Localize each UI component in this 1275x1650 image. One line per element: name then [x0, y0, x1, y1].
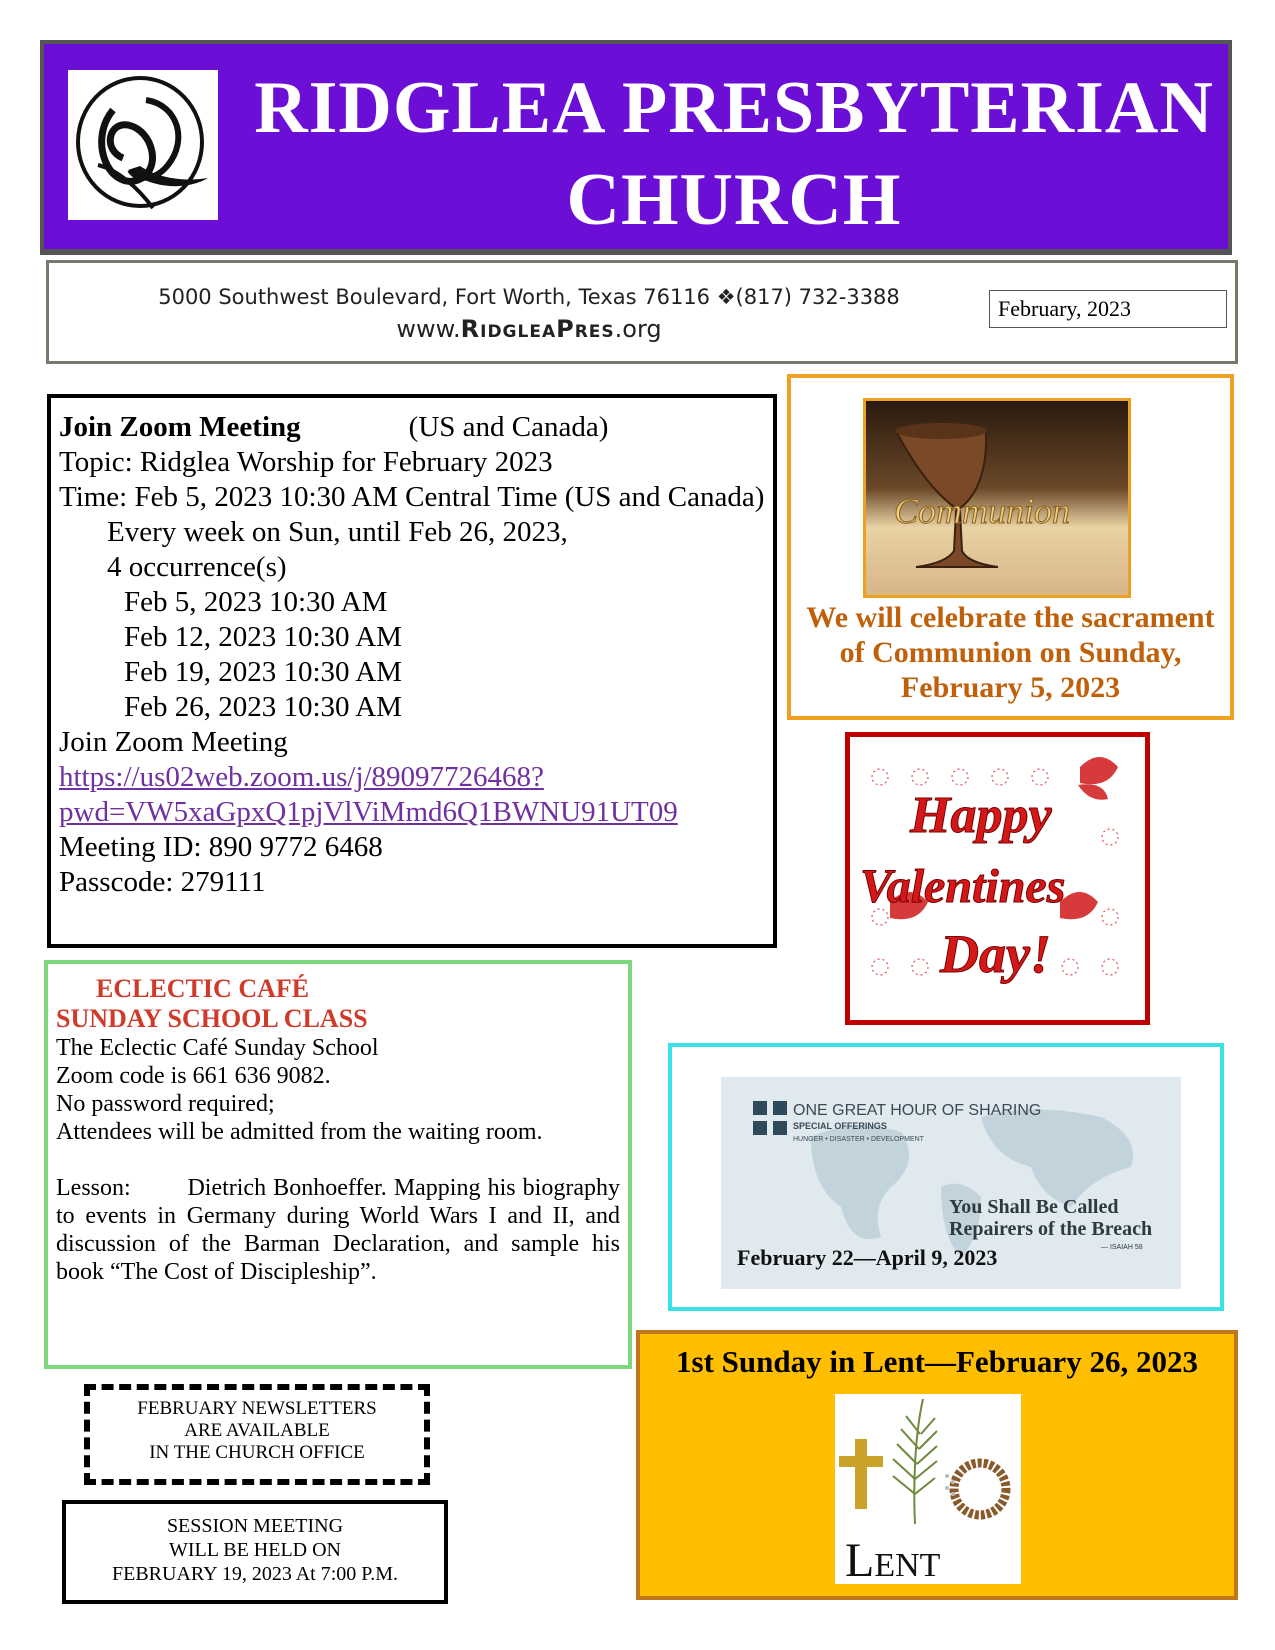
sharing-tags: HUNGER • DISASTER • DEVELOPMENT — [793, 1136, 924, 1143]
zoom-link-line1[interactable]: https://us02web.zoom.us/j/89097726468? — [59, 761, 544, 793]
zoom-date: Feb 19, 2023 10:30 AM — [124, 656, 402, 688]
zoom-recurrence: Every week on Sun, until Feb 26, 2023, — [107, 516, 568, 548]
zoom-heading: Join Zoom Meeting — [59, 411, 301, 443]
zoom-occurrences: 4 occurrence(s) — [107, 551, 287, 583]
sharing-org: ONE GREAT HOUR OF SHARING — [793, 1102, 1042, 1119]
cafe-line: Attendees will be admitted from the waiting room. — [56, 1119, 543, 1145]
church-logo — [68, 70, 218, 220]
issue-date: February, 2023 — [989, 290, 1227, 328]
cross-icon — [749, 1097, 791, 1139]
cafe-subheading: SUNDAY SCHOOL CLASS — [56, 1004, 368, 1033]
zoom-meeting-box — [47, 394, 777, 948]
session-meeting-notice — [62, 1500, 448, 1604]
lent-box — [636, 1330, 1238, 1600]
lent-title: 1st Sunday in Lent—February 26, 2023 — [676, 1344, 1198, 1379]
website[interactable] — [129, 313, 929, 345]
contact-info — [129, 281, 929, 345]
cafe-line: No password required; — [56, 1091, 275, 1117]
zoom-heading-note: (US and Canada) — [408, 411, 609, 443]
zoom-time: Time: Feb 5, 2023 10:30 AM Central Time (US and Canada) — [59, 481, 765, 513]
communion-image — [863, 398, 1131, 598]
website-prefix: www. — [396, 315, 461, 343]
sharing-citation: — ISAIAH 58 — [1101, 1244, 1143, 1251]
valentines-graphic — [845, 732, 1150, 1025]
lent-graphic — [835, 1394, 1021, 1584]
zoom-meeting-id: Meeting ID: 890 9772 6468 — [59, 831, 383, 863]
session-line2: WILL BE HELD ON — [169, 1539, 341, 1561]
communion-box — [787, 374, 1234, 720]
contact-box — [46, 260, 1238, 364]
communion-image-word: Communion — [894, 491, 1071, 531]
sharing-tagline2: Repairers of the Breach — [949, 1218, 1153, 1240]
cafe-heading: ECLECTIC CAFÉ — [96, 974, 310, 1003]
church-name-line1: RIDGLEA PRESBYTERIAN — [254, 67, 1214, 149]
zoom-topic: Topic: Ridglea Worship for February 2023 — [59, 446, 553, 478]
sharing-box — [668, 1043, 1224, 1311]
address-line: 5000 Southwest Boulevard, Fort Worth, Texas 76116 ❖(817) 732-3388 — [158, 285, 900, 309]
palm-icon — [893, 1399, 937, 1524]
cafe-lesson: Lesson: Dietrich Bonhoeffer. Mapping his biography to events in Germany during World Wars I and II, and discussion of the Barman Declaration, and sample his book “The Cost of Discipleship”. — [56, 1175, 626, 1285]
zoom-date: Feb 12, 2023 10:30 AM — [124, 621, 402, 653]
cross-icon — [839, 1439, 883, 1509]
lent-image-word: Lent — [845, 1534, 941, 1584]
session-line1: SESSION MEETING — [166, 1515, 344, 1537]
valentine-line2: Valentines — [860, 860, 1066, 913]
newsletter-line3: IN THE CHURCH OFFICE — [149, 1442, 365, 1463]
eclectic-cafe-box — [44, 960, 632, 1369]
cafe-line: Zoom code is 661 636 9082. — [56, 1063, 331, 1089]
newsletter-line2: ARE AVAILABLE — [184, 1420, 330, 1441]
sharing-tagline1: You Shall Be Called — [949, 1196, 1119, 1218]
church-name-line2: CHURCH — [566, 159, 902, 241]
newsletter-notice — [84, 1384, 430, 1485]
website-name: RidgleaPres — [460, 315, 615, 343]
sharing-graphic — [721, 1077, 1181, 1289]
zoom-passcode: Passcode: 279111 — [59, 866, 266, 898]
valentine-line1: Happy — [910, 787, 1052, 844]
communion-announcement: We will celebrate the sacrament of Communion on Sunday, February 5, 2023 — [806, 601, 1215, 704]
cafe-line: The Eclectic Café Sunday School — [56, 1035, 379, 1061]
zoom-date: Feb 26, 2023 10:30 AM — [124, 691, 402, 723]
church-name — [254, 62, 1214, 246]
valentine-line3: Day! — [940, 924, 1051, 984]
zoom-link-line2[interactable]: pwd=VW5xaGpxQ1pjVlViMmd6Q1BWNU91UT09 — [59, 796, 678, 828]
zoom-join-label: Join Zoom Meeting — [59, 726, 288, 758]
masthead — [40, 40, 1232, 255]
website-suffix: .org — [614, 315, 662, 343]
session-line3: FEBRUARY 19, 2023 At 7:00 P.M. — [112, 1563, 398, 1585]
zoom-heading-row — [59, 410, 765, 445]
crown-of-thorns-icon — [954, 1463, 1006, 1515]
sharing-dates: February 22—April 9, 2023 — [737, 1245, 998, 1270]
zoom-date: Feb 5, 2023 10:30 AM — [124, 586, 388, 618]
newsletter-line1: FEBRUARY NEWSLETTERS — [137, 1398, 377, 1419]
sharing-sub: SPECIAL OFFERINGS — [793, 1121, 887, 1131]
